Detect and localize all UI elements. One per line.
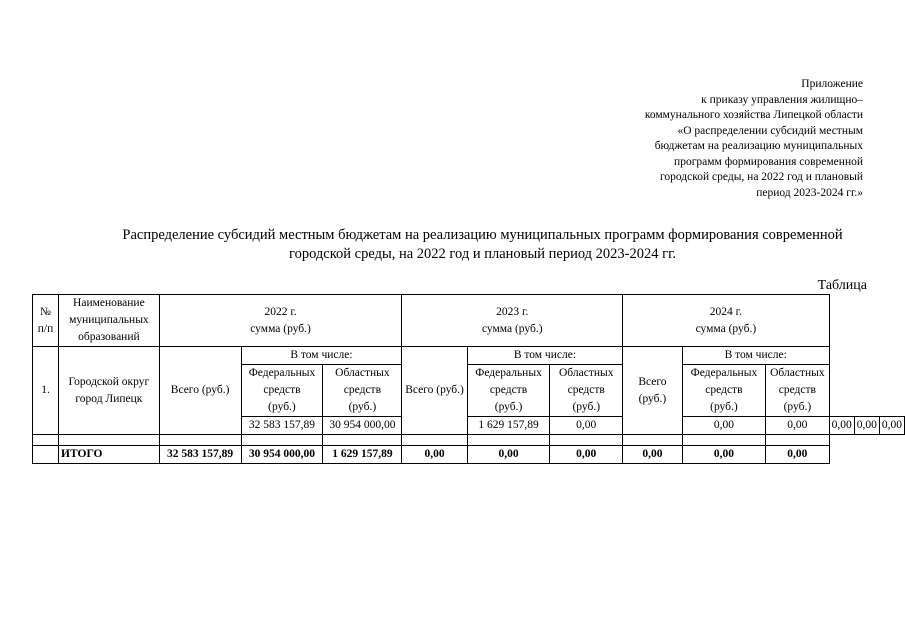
row-value-cell: 0,00 — [829, 417, 854, 435]
appendix-line: Приложение — [801, 78, 863, 90]
row-municipality: Городской округ город Липецк — [59, 347, 160, 435]
header-federal-2023: Федеральных средств (руб.) — [467, 365, 550, 417]
header-regional-2023: Областных средств (руб.) — [550, 365, 623, 417]
header-federal-2024: Федеральных средств (руб.) — [682, 365, 765, 417]
header-regional-2022: Областных средств (руб.) — [323, 365, 402, 417]
document-title-line: городской среды, на 2022 год и плановый период 2023-2024 гг. — [288, 246, 677, 262]
appendix-header — [563, 77, 863, 201]
appendix-line: к приказу управления жилищно– — [701, 93, 863, 106]
appendix-line: коммунального хозяйства Липецкой области — [644, 109, 863, 121]
table-total-row — [33, 446, 905, 464]
header-including-2024: В том числе: — [682, 347, 829, 365]
header-total-2024: Всего (руб.) — [623, 347, 683, 435]
header-total-2022: Всего (руб.) — [159, 347, 241, 435]
total-value-cell: 0,00 — [623, 446, 683, 464]
document-title-line: Распределение субсидий местным бюджетам на реализацию муниципальных программ формирования современной — [122, 227, 843, 243]
table-caption: Таблица — [817, 278, 867, 293]
row-value-cell: 0,00 — [550, 417, 623, 435]
header-num: № п/п — [33, 295, 59, 347]
total-value-cell: 0,00 — [550, 446, 623, 464]
appendix-line: период 2023-2024 гг.» — [756, 186, 863, 199]
header-regional-2024: Областных средств (руб.) — [766, 365, 830, 417]
row-value-cell: 1 629 157,89 — [467, 417, 550, 435]
header-municipality: Наименование муниципальных образований — [59, 295, 160, 347]
header-including-2023: В том числе: — [467, 347, 622, 365]
appendix-line: программ формирования современной — [674, 155, 863, 168]
total-value-cell: 1 629 157,89 — [323, 446, 402, 464]
header-total-2023: Всего (руб.) — [402, 347, 467, 435]
total-value-cell: 32 583 157,89 — [159, 446, 241, 464]
appendix-line: бюджетам на реализацию муниципальных — [654, 140, 863, 152]
table-spacer-row — [33, 435, 905, 446]
subsidy-table — [32, 294, 905, 464]
header-federal-2022: Федеральных средств (руб.) — [241, 365, 323, 417]
total-value-cell: 0,00 — [402, 446, 467, 464]
appendix-line: городской среды, на 2022 год и плановый — [659, 171, 863, 183]
total-value-cell: 0,00 — [766, 446, 830, 464]
header-year-2023: 2023 г. сумма (руб.) — [402, 295, 623, 347]
row-value-cell: 32 583 157,89 — [241, 417, 323, 435]
total-value-cell: 0,00 — [682, 446, 765, 464]
row-value-cell: 0,00 — [766, 417, 830, 435]
row-value-cell: 0,00 — [854, 417, 879, 435]
header-year-2024: 2024 г. сумма (руб.) — [623, 295, 830, 347]
total-value-cell: 0,00 — [467, 446, 550, 464]
row-value-cell: 0,00 — [682, 417, 765, 435]
row-value-cell: 0,00 — [879, 417, 904, 435]
total-num-cell — [33, 446, 59, 464]
header-year-2022: 2022 г. сумма (руб.) — [159, 295, 402, 347]
document-title — [60, 226, 905, 264]
header-including-2022: В том числе: — [241, 347, 402, 365]
total-label: ИТОГО — [59, 446, 160, 464]
appendix-line: «О распределении субсидий местным — [677, 124, 863, 137]
row-num: 1. — [33, 347, 59, 435]
total-value-cell: 30 954 000,00 — [241, 446, 323, 464]
row-value-cell: 30 954 000,00 — [323, 417, 402, 435]
